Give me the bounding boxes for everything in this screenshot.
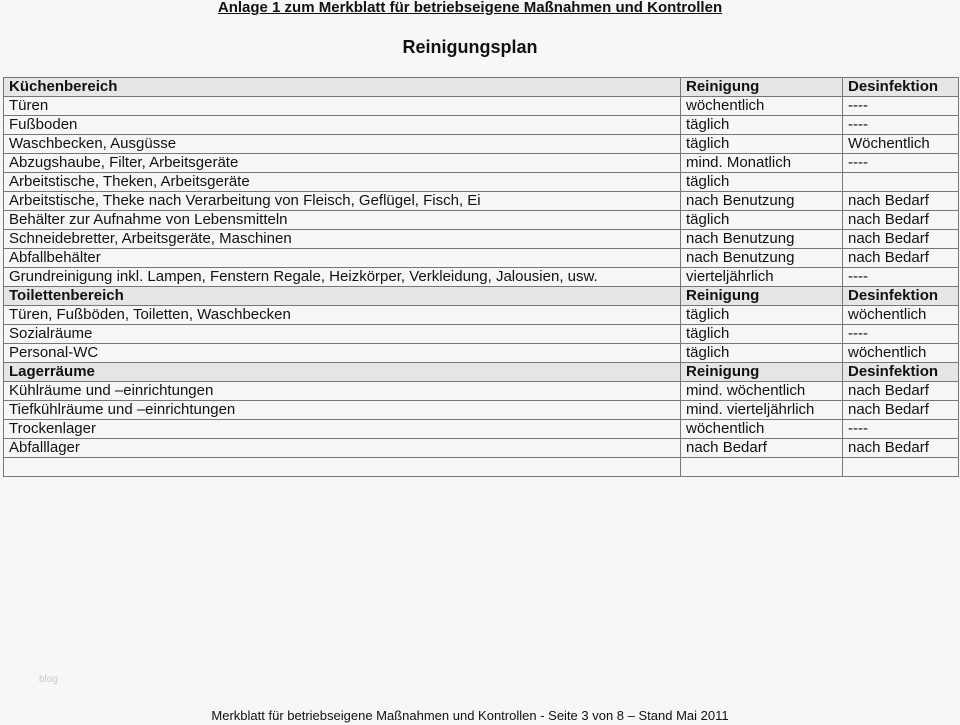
row-disinfection: ---- (843, 268, 959, 287)
table-row (4, 401, 959, 420)
table-row (4, 211, 959, 230)
row-cleaning: nach Benutzung (681, 249, 843, 268)
row-disinfection: ---- (843, 325, 959, 344)
row-cleaning: mind. Monatlich (681, 154, 843, 173)
column-header-cleaning: Reinigung (681, 78, 843, 97)
section-header-toilet (4, 287, 959, 306)
section-title: Küchenbereich (4, 78, 681, 97)
row-disinfection: nach Bedarf (843, 230, 959, 249)
row-item: Türen, Fußböden, Toiletten, Waschbecken (4, 306, 681, 325)
empty-cell (843, 458, 959, 477)
row-item: Tiefkühlräume und –einrichtungen (4, 401, 681, 420)
row-cleaning: täglich (681, 116, 843, 135)
row-item: Arbeitstische, Theken, Arbeitsgeräte (4, 173, 681, 192)
row-cleaning: nach Benutzung (681, 230, 843, 249)
row-item: Arbeitstische, Theke nach Verarbeitung von Fleisch, Geflügel, Fisch, Ei (4, 192, 681, 211)
row-item: Sozialräume (4, 325, 681, 344)
row-item: Abzugshaube, Filter, Arbeitsgeräte (4, 154, 681, 173)
row-disinfection: wöchentlich (843, 306, 959, 325)
row-disinfection: ---- (843, 154, 959, 173)
row-cleaning: mind. wöchentlich (681, 382, 843, 401)
row-item: Kühlräume und –einrichtungen (4, 382, 681, 401)
table-row (4, 268, 959, 287)
row-item: Waschbecken, Ausgüsse (4, 135, 681, 154)
row-cleaning: täglich (681, 306, 843, 325)
table-row (4, 116, 959, 135)
table-row (4, 439, 959, 458)
row-disinfection: nach Bedarf (843, 382, 959, 401)
row-cleaning: täglich (681, 135, 843, 154)
annex-heading: Anlage 1 zum Merkblatt für betriebseigene Maßnahmen und Kontrollen (217, 0, 723, 16)
row-item: Schneidebretter, Arbeitsgeräte, Maschinen (4, 230, 681, 249)
row-disinfection: nach Bedarf (843, 439, 959, 458)
row-item: Abfallbehälter (4, 249, 681, 268)
row-disinfection: nach Bedarf (843, 401, 959, 420)
row-cleaning: täglich (681, 344, 843, 363)
row-item: Abfalllager (4, 439, 681, 458)
section-header-storage (4, 363, 959, 382)
table-row (4, 249, 959, 268)
page-title: Reinigungsplan (402, 37, 538, 57)
row-disinfection (843, 173, 959, 192)
empty-cell (681, 458, 843, 477)
table-row (4, 154, 959, 173)
table-row (4, 173, 959, 192)
row-disinfection: nach Bedarf (843, 249, 959, 268)
row-cleaning: nach Benutzung (681, 192, 843, 211)
row-disinfection: wöchentlich (843, 344, 959, 363)
column-header-cleaning: Reinigung (681, 363, 843, 382)
table-row (4, 420, 959, 439)
row-item: Türen (4, 97, 681, 116)
table-row (4, 230, 959, 249)
watermark: blog (39, 674, 58, 685)
row-item: Trockenlager (4, 420, 681, 439)
section-title: Toilettenbereich (4, 287, 681, 306)
row-cleaning: wöchentlich (681, 97, 843, 116)
column-header-cleaning: Reinigung (681, 287, 843, 306)
row-disinfection: ---- (843, 420, 959, 439)
row-cleaning: vierteljährlich (681, 268, 843, 287)
row-cleaning: wöchentlich (681, 420, 843, 439)
column-header-disinfection: Desinfektion (843, 363, 959, 382)
empty-row (4, 458, 959, 477)
table-row (4, 344, 959, 363)
row-item: Behälter zur Aufnahme von Lebensmitteln (4, 211, 681, 230)
row-disinfection: nach Bedarf (843, 211, 959, 230)
section-header-kitchen (4, 78, 959, 97)
row-item: Grundreinigung inkl. Lampen, Fenstern Regale, Heizkörper, Verkleidung, Jalousien, usw. (4, 268, 681, 287)
row-cleaning: täglich (681, 211, 843, 230)
table-row (4, 325, 959, 344)
table-row (4, 306, 959, 325)
page-footer: Merkblatt für betriebseigene Maßnahmen und Kontrollen - Seite 3 von 8 – Stand Mai 2011 (211, 708, 729, 723)
cleaning-plan-table (3, 77, 959, 477)
row-cleaning: nach Bedarf (681, 439, 843, 458)
empty-cell (4, 458, 681, 477)
row-item: Personal-WC (4, 344, 681, 363)
column-header-disinfection: Desinfektion (843, 78, 959, 97)
table-row (4, 382, 959, 401)
row-item: Fußboden (4, 116, 681, 135)
row-disinfection: ---- (843, 97, 959, 116)
row-cleaning: mind. vierteljährlich (681, 401, 843, 420)
row-disinfection: nach Bedarf (843, 192, 959, 211)
row-cleaning: täglich (681, 325, 843, 344)
row-disinfection: Wöchentlich (843, 135, 959, 154)
table-row (4, 97, 959, 116)
column-header-disinfection: Desinfektion (843, 287, 959, 306)
section-title: Lagerräume (4, 363, 681, 382)
table-row (4, 192, 959, 211)
row-cleaning: täglich (681, 173, 843, 192)
table-row (4, 135, 959, 154)
row-disinfection: ---- (843, 116, 959, 135)
